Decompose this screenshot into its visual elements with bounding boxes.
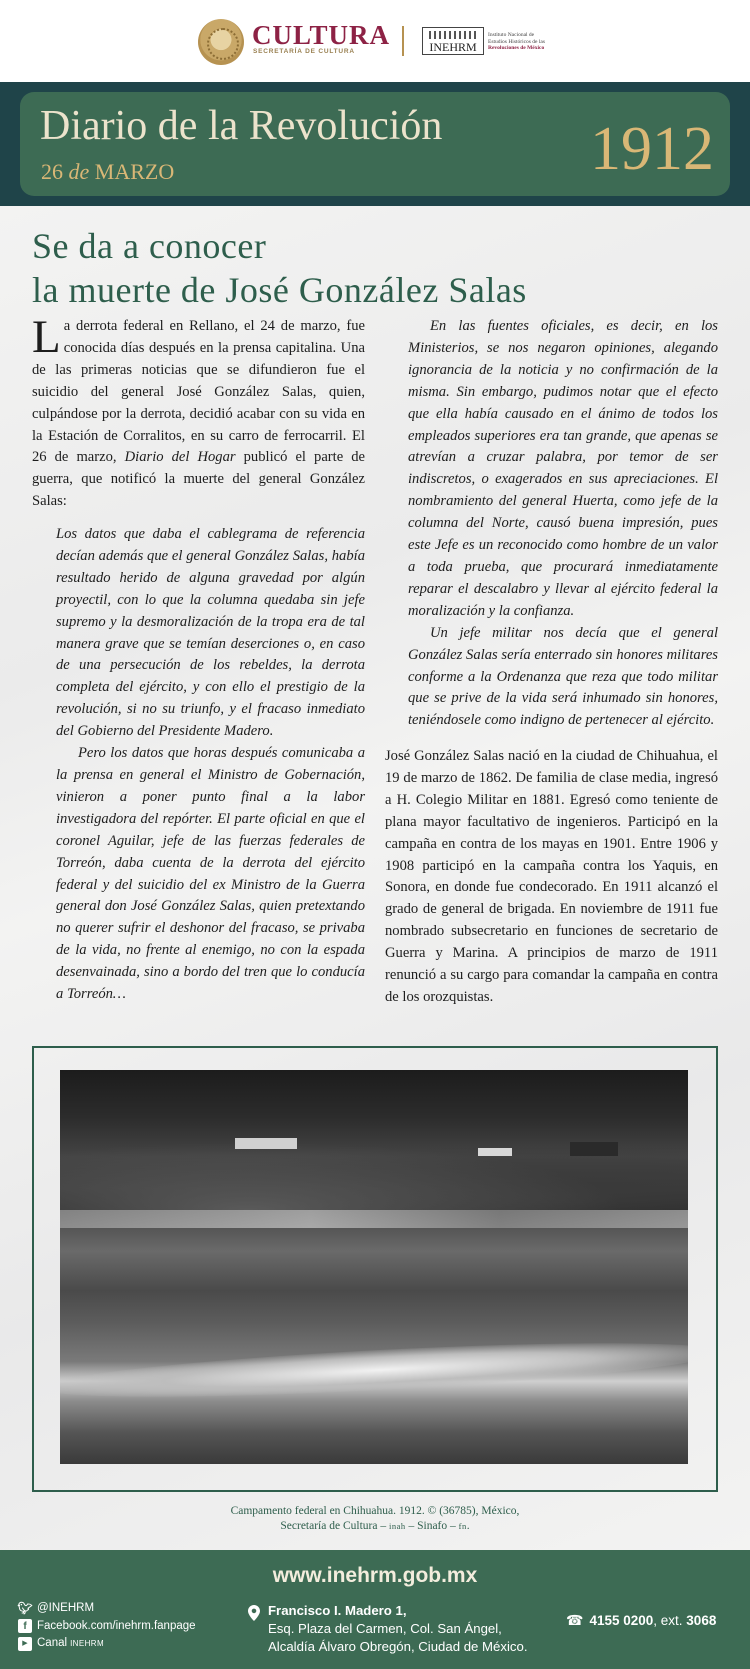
article-headline xyxy=(32,224,527,312)
youtube-icon: ▶ xyxy=(18,1637,32,1651)
historic-photo xyxy=(60,1070,688,1464)
banner-date xyxy=(41,159,174,185)
phone-ext: 3068 xyxy=(686,1613,717,1628)
banner-panel xyxy=(20,92,730,196)
caption-line: Campamento federal en Chihuahua. 1912. © (36785), México, xyxy=(230,1505,520,1517)
caption-text: . xyxy=(466,1520,470,1532)
facebook-icon: f xyxy=(18,1619,32,1633)
banner-month: MARZO xyxy=(94,159,175,184)
logo-divider xyxy=(402,26,404,56)
caption-text: Secretaría de Cultura – xyxy=(280,1520,389,1532)
photo-building xyxy=(570,1142,618,1156)
quote-block-right xyxy=(408,316,718,732)
article-body xyxy=(0,206,750,1550)
newspaper-name: Diario del Hogar xyxy=(124,449,236,466)
drop-cap: L xyxy=(32,311,61,363)
youtube-channel: INEHRM xyxy=(70,1639,105,1648)
photo-building xyxy=(235,1138,297,1149)
photo-caption xyxy=(0,1504,750,1534)
facebook-link[interactable] xyxy=(18,1618,196,1636)
address-line: Francisco I. Madero 1, xyxy=(268,1603,407,1618)
phone[interactable] xyxy=(566,1612,716,1629)
biography-text: José González Salas nació en la ciudad de Chihuahua, el 19 de marzo de 1862. De familia de clase media, ingresó a H. Colegio Militar en 1881. Egresó como teniente de plana mayor facultativo de ingenieros. Participó en la campaña en contra de los mayas en 1901. Entre 1906 y 1908 participó en la campaña contra los Yaquis, en Sonora, en donde fue condecorado. En 1911 alcanzó el grado de general de brigada. En noviembre de 1911 fue nombrado subsecretario en funciones de secretario de Guerra y Marina. A principios de marzo de 1911 renunció a su cargo para comandar la campaña en contra de los orozquistas. xyxy=(385,748,718,1005)
twitter-handle: @INEHRM xyxy=(37,1602,95,1614)
phone-number: 4155 0200 xyxy=(589,1613,654,1628)
inehrm-logo: INEHRM xyxy=(422,27,484,55)
quote-paragraph: Un jefe militar nos decía que el general González Salas sería enterrado sin honores militares conforme a la Ordenanza que reza que todo militar que se prive de la vida será inhumado sin honores, teniéndosele como indigno de pertenecer al ejército. xyxy=(408,624,718,729)
quote-block-left xyxy=(56,524,365,1006)
cultura-subtitle: SECRETARÍA DE CULTURA xyxy=(253,48,355,55)
banner-day: 26 xyxy=(41,159,63,184)
logo-bar xyxy=(0,0,750,82)
banner xyxy=(0,82,750,206)
caption-line xyxy=(0,1519,750,1534)
cultura-logo: CULTURA xyxy=(252,20,391,50)
inehrm-line: Revoluciones de México xyxy=(488,45,545,51)
quote-paragraph: Pero los datos que horas después comunicaba a la prensa en general el Ministro de Gobernación, vinieron a poner punto final a la labor investigadora del repórter. El parte oficial en que el coronel Aguilar, jefe de las fuerzas federales de Torreón, daba cuenta de la derrota del ejército federal y del suicidio del ex Ministro de la Guerra general don José González Salas, quien pretextando no querer sufrir el deshonor del fracaso, se privaba de la vida, no frente al enemigo, no con la espada desenvainada, sino a bordo del tren que lo conducía a Torreón… xyxy=(56,745,365,1003)
intro-text: a derrota federal en Rellano, el 24 de marzo, fue conocida días después en la prensa capitalina. Una de las primeras noticias que se difundieron fue el suicidio del general José González Salas, quien, culpándose por la derrota, decidió acabar con su vida en la Estación de Corralitos, en su carro de ferrocarril. El 26 de marzo, xyxy=(32,318,365,466)
twitter-link[interactable] xyxy=(18,1600,196,1618)
phone-icon: ☎︎ xyxy=(566,1612,584,1628)
intro-paragraph xyxy=(32,311,366,513)
phone-ext-label: , ext. xyxy=(653,1613,687,1628)
photo-building xyxy=(478,1148,512,1156)
location-pin-icon xyxy=(248,1605,260,1621)
quote-paragraph: Los datos que daba el cablegrama de referencia decían además que el general González Salas, había resultado herido de alguna gravedad por algún proyectil, con lo que la columna quedaba sin jefe supremo y la desmoralización de la tropa era de tal manera grave que se temían deserciones o, en caso de una persecución de los rebeldes, la derrota completa del ejército, y con ello el prestigio de la revolución, si no su triunfo, y el fracaso inmediato del Gobierno del Presidente Madero. xyxy=(56,526,365,740)
twitter-icon: 🐦︎ xyxy=(17,1601,33,1615)
biography-paragraph xyxy=(385,746,718,1009)
headline-line: Se da a conocer xyxy=(32,226,267,266)
website-link[interactable]: www.inehrm.gob.mx xyxy=(272,1564,478,1587)
address-line: Alcaldía Álvaro Obregón, Ciudad de México. xyxy=(268,1639,528,1654)
caption-text: inah xyxy=(388,1521,406,1531)
youtube-link[interactable] xyxy=(18,1635,196,1653)
photo-frame xyxy=(32,1046,718,1492)
headline-line: la muerte de José González Salas xyxy=(32,270,527,310)
facebook-handle: Facebook.com/inehrm.fanpage xyxy=(37,1619,196,1632)
footer xyxy=(0,1550,750,1669)
inehrm-name xyxy=(488,32,568,52)
banner-title: Diario de la Revolución xyxy=(40,103,443,149)
quote-paragraph: En las fuentes oficiales, es decir, en los Ministerios, se nos negaron opiniones, alegando ignorancia de la noticia y no confirmación de la misma. Sin embargo, pudimos notar que el efecto que ella había causado en el ánimo de todos los empleados superiores era tan grande, que apenas se atrevían a cruzar palabra, por temor de ser indiscretos, o exagerados en sus apreciaciones. El nombramiento del general Huerta, como jefe de la columna del Norte, causó buena impresión, pues este Jefe es un reconocido como hombre de un valor a toda prueba, que procurará inmediatamente reparar el descalabro y llevar al ejército federal la moralización y la confianza. xyxy=(408,318,718,619)
inehrm-line: Estudios Históricos de las xyxy=(488,38,545,45)
banner-year: 1912 xyxy=(590,115,714,183)
youtube-label: Canal xyxy=(37,1637,68,1649)
inehrm-line: Instituto Nacional de xyxy=(488,32,535,38)
intro-text: publicó el parte de guerra, que notificó la muerte del general González Salas: xyxy=(32,449,366,510)
photo-wave xyxy=(60,1332,688,1408)
caption-text: – Sinafo – xyxy=(405,1520,459,1532)
banner-de: de xyxy=(68,159,90,184)
seal-icon xyxy=(198,19,244,65)
address xyxy=(248,1602,528,1656)
social-links xyxy=(18,1600,196,1653)
photo-shore xyxy=(60,1210,688,1228)
address-line: Esq. Plaza del Carmen, Col. San Ángel, xyxy=(268,1621,502,1636)
caption-text: fn xyxy=(458,1521,467,1531)
